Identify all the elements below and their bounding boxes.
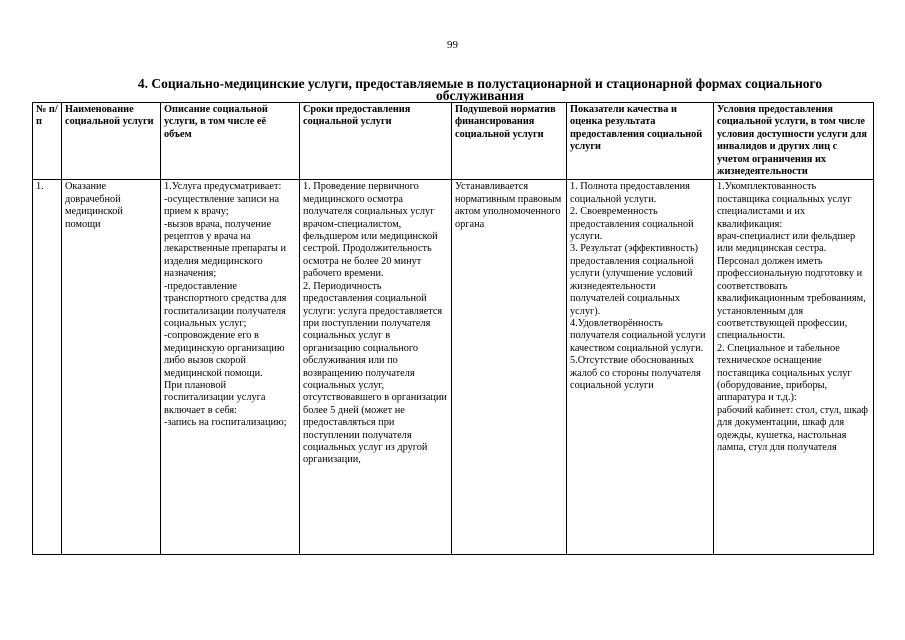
section-title: 4. Социально-медицинские услуги, предоставляемые в полустационарной и стационарной формах социального обслуживания [137, 76, 823, 103]
cell-description: 1.Услуга предусматривает: -осуществление записи на прием к врачу; -вызов врача, получение рецептов у врача на лекарственные препараты и изделия медицинского назначения; -предоставление транспортного средства для госпитализации получателя социальных услуг; -сопровождение его в медицинскую организацию либо вызов скорой медицинской помощи. При плановой госпитализации услуга включает в себя: -запись на госпитализацию; [161, 180, 300, 555]
cell-quality: 1. Полнота предоставления социальной услуги. 2. Своевременность предоставления социальной услуги. 3. Результат (эффективность) предоставления социальной услуги (улучшение условий жизнедеятельности получателей социальных услуг). 4.Удовлетворённость получателя социальной услуги качеством социальной услуги. 5.Отсутствие обоснованных жалоб со стороны получателя социальной услуги [567, 180, 714, 555]
services-table [32, 102, 874, 555]
header-quality: Показатели качества и оценка результата предоставления социальной услуги [567, 103, 714, 180]
cell-service-name: Оказание доврачебной медицинской помощи [62, 180, 161, 555]
cell-conditions: 1.Укомплектованность поставщика социальных услуг специалистами и их квалификация: врач-специалист или фельдшер или медицинская сестра. Персонал должен иметь профессиональную подготовку и соответствовать квалификационным требованиям, установленным для соответствующей профессии, специальности. 2. Специальное и табельное техническое оснащение поставщика социальных услуг (оборудование, приборы, аппаратура и т.д.): рабочий кабинет: стол, стул, шкаф для документации, шкаф для одежды, кушетка, настольная лампа, стул для получателя [714, 180, 874, 555]
cell-financing: Устанавливается нормативным правовым актом уполномоченного органа [452, 180, 567, 555]
header-service-name: Наименование социальной услуги [62, 103, 161, 180]
header-number: № п/п [33, 103, 62, 180]
page-number: 99 [447, 39, 458, 51]
table-row [33, 180, 874, 555]
cell-terms: 1. Проведение первичного медицинского осмотра получателя социальных услуг врачом-специалистом, фельдшером или медицинской сестрой. Продолжительность осмотра не более 20 минут рабочего времени. 2. Периодичность предоставления социальной услуги: услуга предоставляется при поступлении получателя социальных услуг в организацию социального обслуживания или по возвращению получателя социальных услуг, отсутствовавшего в организации более 5 дней (может не предоставляться при поступлении получателя социальных услуг из другой организации, [300, 180, 452, 555]
header-description: Описание социальной услуги, в том числе её объем [161, 103, 300, 180]
cell-number: 1. [33, 180, 62, 555]
header-conditions: Условия предоставления социальной услуги, в том числе условия доступности услуги для инвалидов и других лиц с учетом ограничения их жизнедеятельности [714, 103, 874, 180]
header-financing: Подушевой норматив финансирования социальной услуги [452, 103, 567, 180]
header-terms: Сроки предоставления социальной услуги [300, 103, 452, 180]
table-header-row [33, 103, 874, 180]
